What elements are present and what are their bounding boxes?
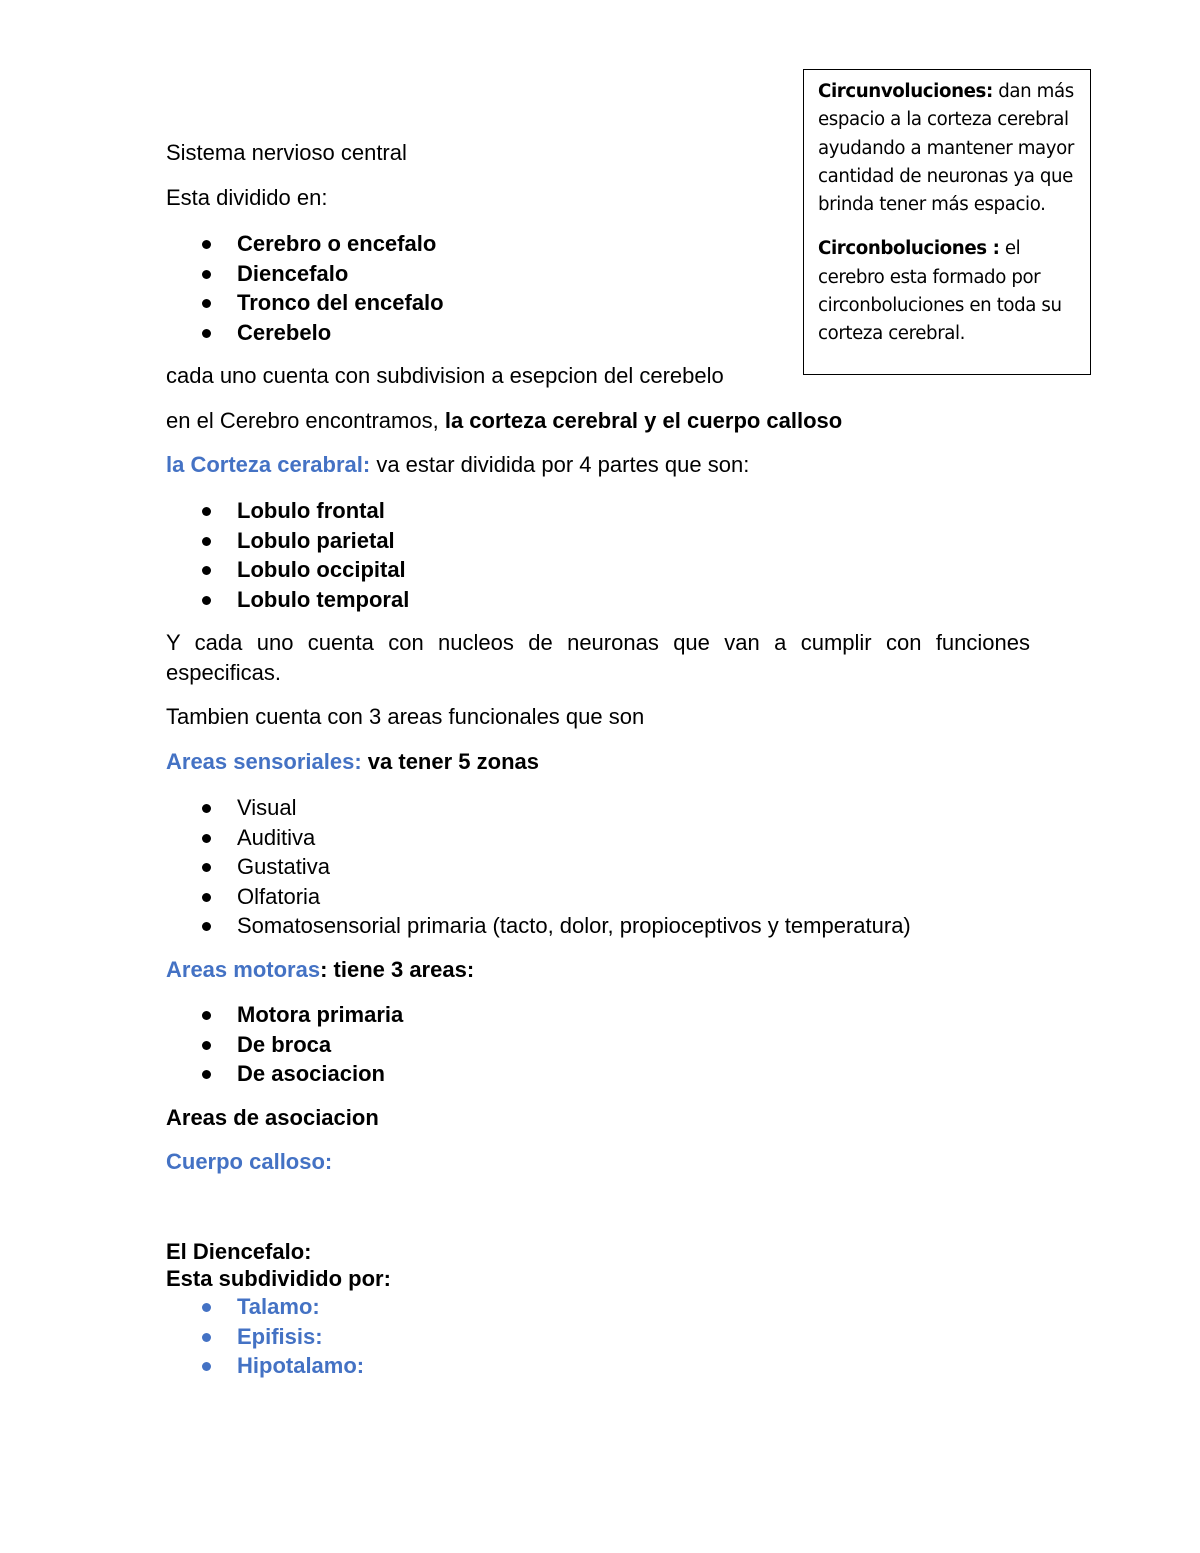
nucleos-paragraph: Y cada uno cuenta con nucleos de neuronas que van a cumplir con funciones especificas. (166, 630, 1030, 685)
bullet-icon (202, 1011, 211, 1020)
bullet-icon (202, 893, 211, 902)
list-item-label: Lobulo parietal (237, 527, 395, 553)
bullet-icon (202, 537, 211, 546)
list-item (166, 823, 911, 853)
list-item (166, 318, 444, 348)
bullet-icon (202, 804, 211, 813)
list-item-label: Tronco del encefalo (237, 290, 444, 316)
list-item (166, 1351, 364, 1381)
circonboluciones-paragraph (818, 235, 1082, 348)
list-item-label: Diencefalo (237, 260, 349, 286)
corteza-line (166, 452, 749, 478)
bullet-icon (202, 507, 211, 516)
bullet-icon (202, 1303, 211, 1312)
bullet-icon (202, 922, 211, 931)
bullet-icon (202, 329, 211, 338)
list-item (166, 852, 911, 882)
list-item (166, 288, 444, 318)
cerebro-prefix: en el Cerebro encontramos, (166, 408, 445, 433)
list-item (166, 911, 911, 941)
list-item-label: Cerebelo (237, 319, 332, 345)
list-item-label: Lobulo occipital (237, 557, 406, 583)
zonas-list (166, 793, 911, 941)
list-item-label: Epifisis: (237, 1323, 323, 1349)
calloso-heading: Cuerpo calloso: (166, 1149, 333, 1174)
list-item (166, 1030, 403, 1060)
sensoriales-line (166, 749, 539, 775)
asociacion-heading: Areas de asociacion (166, 1105, 379, 1130)
list-item-label: Olfatoria (237, 883, 321, 909)
list-item (166, 1322, 364, 1352)
subdivision-note: cada uno cuenta con subdivision a esepcion del cerebelo (166, 363, 724, 388)
bullet-icon (202, 566, 211, 575)
corteza-text: va estar dividida por 4 partes que son: (370, 452, 750, 477)
list-item-label: Talamo: (237, 1294, 320, 1319)
list-item (166, 259, 444, 289)
bullet-icon (202, 834, 211, 843)
list-item (166, 882, 911, 912)
list-item-label: Visual (237, 795, 297, 820)
list-item (166, 1292, 364, 1322)
lobulos-list (166, 496, 409, 614)
corteza-label: la Corteza cerabral: (166, 452, 371, 477)
diencefalo-list (166, 1292, 364, 1381)
motoras-text: : tiene 3 areas: (320, 957, 475, 982)
list-item-label: Gustativa (237, 854, 330, 880)
sensoriales-text: va tener 5 zonas (361, 749, 539, 774)
divisions-list (166, 229, 444, 347)
bullet-icon (202, 1362, 211, 1371)
list-item-label: Cerebro o encefalo (237, 231, 437, 256)
list-item-label: Auditiva (237, 824, 316, 850)
circunvoluciones-definition: dan más espacio a la corteza cerebral ayudando a mantener mayor cantidad de neuronas ya que brinda tener más espacio. (818, 81, 1074, 216)
list-item-label: Lobulo temporal (237, 586, 410, 612)
areas-intro: Tambien cuenta con 3 areas funcionales que son (166, 704, 645, 729)
definition-text-box (803, 69, 1091, 375)
diencefalo-subheading: Esta subdividido por: (166, 1266, 391, 1291)
bullet-icon (202, 863, 211, 872)
list-item (166, 1059, 403, 1089)
list-item (166, 555, 409, 585)
list-item (166, 526, 409, 556)
list-item-label: Motora primaria (237, 1002, 404, 1027)
motoras-list (166, 1000, 403, 1089)
motoras-label: Areas motoras (166, 957, 321, 982)
circonboluciones-term: Circonboluciones (818, 238, 987, 260)
bullet-icon (202, 596, 211, 605)
list-item-label: Hipotalamo: (237, 1353, 365, 1379)
list-item (166, 585, 409, 615)
cerebro-line (166, 408, 842, 434)
document-title: Sistema nervioso central (166, 140, 407, 165)
diencefalo-heading: El Diencefalo: (166, 1239, 312, 1264)
list-item-label: De broca (237, 1031, 332, 1057)
bullet-icon (202, 1333, 211, 1342)
list-item (166, 229, 444, 259)
cerebro-parts: la corteza cerebral y el cuerpo calloso (444, 408, 843, 433)
list-item (166, 1000, 403, 1030)
list-item-label: De asociacion (237, 1061, 385, 1087)
bullet-icon (202, 240, 211, 249)
sensoriales-label: Areas sensoriales: (166, 749, 362, 774)
circonboluciones-colon: : (986, 238, 1000, 260)
list-item (166, 496, 409, 526)
bullet-icon (202, 1070, 211, 1079)
bullet-icon (202, 270, 211, 279)
bullet-icon (202, 1041, 211, 1050)
bullet-icon (202, 299, 211, 308)
list-item (166, 793, 911, 823)
list-item-label: Lobulo frontal (237, 498, 385, 523)
motoras-line (166, 957, 474, 983)
intro-text: Esta dividido en: (166, 185, 328, 210)
circonboluciones-definition: el cerebro esta formado por circonboluciones en toda su corteza cerebral. (818, 238, 1062, 345)
list-item-label: Somatosensorial primaria (tacto, dolor, propioceptivos y temperatura) (237, 913, 911, 939)
circunvoluciones-paragraph (818, 78, 1082, 219)
circunvoluciones-term: Circunvoluciones: (818, 81, 993, 102)
